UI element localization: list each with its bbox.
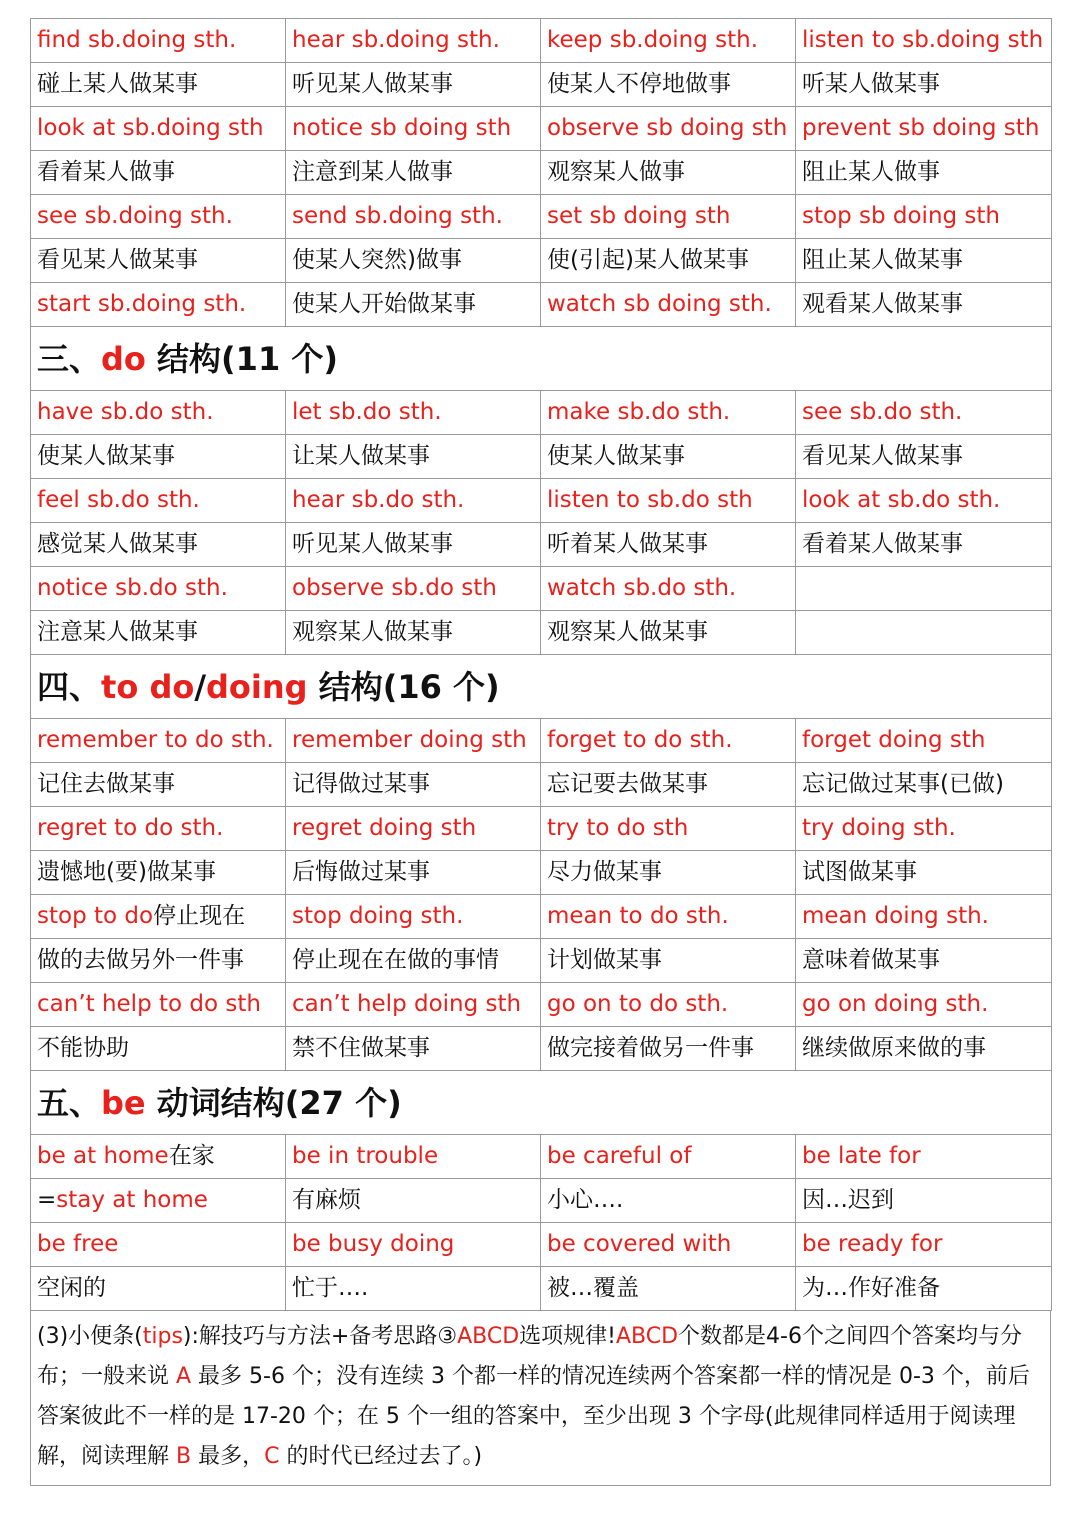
note-highlight: ABCD (615, 1324, 679, 1349)
section-title (31, 1071, 1052, 1135)
table-body-top (31, 19, 1052, 283)
meaning-cell: 看着某人做某事 (796, 523, 1052, 567)
section-heading-5 (31, 1071, 1052, 1135)
phrase-cell: be late for (796, 1135, 1052, 1179)
phrase-text: be at home (37, 1143, 169, 1169)
phrase-cell: keep sb.doing sth. (541, 19, 796, 63)
table-row (31, 763, 1052, 807)
meaning-cell: 使某人做某事 (31, 435, 286, 479)
table-row (31, 851, 1052, 895)
meaning-cell: 注意某人做某事 (31, 611, 286, 655)
meaning-cell: 听某人做某事 (796, 63, 1052, 107)
meaning-cell: 意味着做某事 (796, 939, 1052, 983)
section-keyword: be (101, 1083, 146, 1122)
table-body-section5 (31, 1223, 1052, 1311)
table-row (31, 895, 1052, 939)
table-row (31, 19, 1052, 63)
table-row (31, 719, 1052, 763)
phrase-cell: set sb doing sth (541, 195, 796, 239)
table-row (31, 195, 1052, 239)
section-heading-3 (31, 327, 1052, 391)
meaning-cell: 听见某人做某事 (286, 523, 541, 567)
phrase-cell: see sb.doing sth. (31, 195, 286, 239)
table-row (31, 523, 1052, 567)
meaning-cell: 让某人做某事 (286, 435, 541, 479)
phrase-cell: go on doing sth. (796, 983, 1052, 1027)
section-number: 三、 (37, 339, 102, 378)
phrase-cell: mean to do sth. (541, 895, 796, 939)
meaning-cell: 空闲的 (31, 1267, 286, 1311)
meaning-cell: 使(引起)某人做某事 (541, 239, 796, 283)
phrase-cell: hear sb.do sth. (286, 479, 541, 523)
meaning-cell: 因…迟到 (796, 1179, 1052, 1223)
meaning-cell: 阻止某人做某事 (796, 239, 1052, 283)
phrase-text: stop to do (37, 903, 154, 929)
phrase-cell: be covered with (541, 1223, 796, 1267)
section-slash: / (194, 667, 207, 706)
meaning-cell: 忙于…. (286, 1267, 541, 1311)
table-row (31, 807, 1052, 851)
section-number: 四、 (37, 667, 102, 706)
table-row (31, 391, 1052, 435)
phrase-cell: stop sb doing sth (796, 195, 1052, 239)
section-keyword: doing (206, 667, 308, 706)
phrase-cell: be careful of (541, 1135, 796, 1179)
phrase-cell: be busy doing (286, 1223, 541, 1267)
section-suffix: 结构(11 个) (157, 339, 338, 378)
meaning-cell: 使某人突然)做事 (286, 239, 541, 283)
meaning-cell: 听见某人做某事 (286, 63, 541, 107)
meaning-cell: 使某人开始做某事 (286, 283, 541, 327)
table-row (31, 939, 1052, 983)
phrase-cell: mean doing sth. (796, 895, 1052, 939)
phrase-cell: forget doing sth (796, 719, 1052, 763)
table-row (31, 611, 1052, 655)
section-title (31, 655, 1052, 719)
meaning-cell (796, 611, 1052, 655)
meaning-cell: 听着某人做某事 (541, 523, 796, 567)
phrase-cell: regret to do sth. (31, 807, 286, 851)
note-highlight: ABCD (457, 1324, 520, 1349)
meaning-cell: 继续做原来做的事 (796, 1027, 1052, 1071)
note-text: 最多， (191, 1444, 265, 1469)
meaning-cell: 观察某人做事 (541, 151, 796, 195)
table-row (31, 283, 1052, 327)
section-heading-4 (31, 655, 1052, 719)
meaning-cell: 不能协助 (31, 1027, 286, 1071)
meaning-cell: 停止现在在做的事情 (286, 939, 541, 983)
phrase-cell: regret doing sth (286, 807, 541, 851)
phrase-cell: watch sb doing sth. (541, 283, 796, 327)
meaning-cell: 有麻烦 (286, 1179, 541, 1223)
note-text: 个数都是4-6个之间四个答案均与分布；一般来说 (37, 1324, 1022, 1389)
phrase-cell: be free (31, 1223, 286, 1267)
phrase-cell: watch sb.do sth. (541, 567, 796, 611)
phrase-cell: feel sb.do sth. (31, 479, 286, 523)
note-highlight: C (264, 1444, 280, 1469)
phrase-cell: look at sb.doing sth (31, 107, 286, 151)
meaning-cell: 记得做过某事 (286, 763, 541, 807)
equals-sign: = (37, 1187, 57, 1213)
phrase-cell: stop doing sth. (286, 895, 541, 939)
table-row (31, 567, 1052, 611)
meaning-text: 停止现在 (153, 903, 246, 929)
phrase-cell: be in trouble (286, 1135, 541, 1179)
section-number: 五、 (37, 1083, 102, 1122)
meaning-cell: 做完接着做另一件事 (541, 1027, 796, 1071)
phrase-cell (31, 1135, 286, 1179)
note-highlight: B (176, 1444, 192, 1469)
phrase-cell: try to do sth (541, 807, 796, 851)
phrase-cell: look at sb.do sth. (796, 479, 1052, 523)
table-row (31, 479, 1052, 523)
phrase-text: stay at home (56, 1187, 208, 1213)
meaning-cell: 记住去做某事 (31, 763, 286, 807)
vocabulary-sheet (30, 18, 1051, 1486)
note-highlight: A (176, 1364, 192, 1389)
meaning-cell: 忘记要去做某事 (541, 763, 796, 807)
table-row (31, 63, 1052, 107)
meaning-cell: 使某人做某事 (541, 435, 796, 479)
phrase-cell: listen to sb.do sth (541, 479, 796, 523)
meaning-cell: 禁不住做某事 (286, 1027, 541, 1071)
meaning-cell: 尽力做某事 (541, 851, 796, 895)
phrase-cell: remember doing sth (286, 719, 541, 763)
note-text: 的时代已经过去了。) (279, 1444, 483, 1469)
section-keyword: to do (101, 667, 195, 706)
phrase-cell: hear sb.doing sth. (286, 19, 541, 63)
table-row (31, 239, 1052, 283)
phrase-cell (31, 895, 286, 939)
phrase-cell (796, 567, 1052, 611)
phrase-cell: observe sb.do sth (286, 567, 541, 611)
table-row (31, 151, 1052, 195)
meaning-cell: 遗憾地(要)做某事 (31, 851, 286, 895)
meaning-cell: 使某人不停地做事 (541, 63, 796, 107)
phrase-cell: listen to sb.doing sth (796, 19, 1052, 63)
meaning-cell: 观察某人做某事 (541, 611, 796, 655)
phrase-cell: remember to do sth. (31, 719, 286, 763)
phrase-cell: can’t help to do sth (31, 983, 286, 1027)
phrase-cell: can’t help doing sth (286, 983, 541, 1027)
phrase-cell: find sb.doing sth. (31, 19, 286, 63)
tips-note (30, 1311, 1051, 1486)
section-suffix: 结构(16 个) (318, 667, 500, 706)
phrase-cell: be ready for (796, 1223, 1052, 1267)
phrase-table (30, 18, 1052, 1311)
section-suffix: 动词结构(27 个) (156, 1083, 402, 1122)
meaning-cell: 阻止某人做事 (796, 151, 1052, 195)
table-row (31, 1135, 1052, 1179)
phrase-cell: start sb.doing sth. (31, 283, 286, 327)
table-row (31, 1223, 1052, 1267)
table-row (31, 1179, 1052, 1223)
meaning-cell: 忘记做过某事(已做) (796, 763, 1052, 807)
phrase-cell: go on to do sth. (541, 983, 796, 1027)
table-body-section4b (31, 939, 1052, 1071)
section-title (31, 327, 1052, 391)
phrase-cell: forget to do sth. (541, 719, 796, 763)
table-body-section3 (31, 391, 1052, 655)
meaning-cell: 看见某人做某事 (796, 435, 1052, 479)
phrase-cell: have sb.do sth. (31, 391, 286, 435)
meaning-cell: 注意到某人做事 (286, 151, 541, 195)
phrase-cell (31, 1179, 286, 1223)
meaning-cell: 做的去做另外一件事 (31, 939, 286, 983)
note-text: (3)小便条( (37, 1324, 143, 1349)
table-row (31, 1267, 1052, 1311)
phrase-cell: send sb.doing sth. (286, 195, 541, 239)
meaning-cell: 看着某人做事 (31, 151, 286, 195)
phrase-cell: see sb.do sth. (796, 391, 1052, 435)
phrase-cell: prevent sb doing sth (796, 107, 1052, 151)
table-row (31, 1027, 1052, 1071)
meaning-cell: 观看某人做某事 (796, 283, 1052, 327)
table-row (31, 435, 1052, 479)
meaning-cell: 碰上某人做某事 (31, 63, 286, 107)
phrase-cell: try doing sth. (796, 807, 1052, 851)
meaning-cell: 后悔做过某事 (286, 851, 541, 895)
note-highlight: tips (142, 1324, 183, 1349)
meaning-cell: 计划做某事 (541, 939, 796, 983)
meaning-cell: 被…覆盖 (541, 1267, 796, 1311)
phrase-cell: observe sb doing sth (541, 107, 796, 151)
phrase-cell: let sb.do sth. (286, 391, 541, 435)
note-text: ):解技巧与方法+备考思路③ (182, 1324, 458, 1349)
meaning-text: 在家 (168, 1143, 215, 1169)
meaning-cell: 看见某人做某事 (31, 239, 286, 283)
table-row (31, 107, 1052, 151)
table-row (31, 983, 1052, 1027)
note-text: 最多 5-6 个；没有连续 3 个都一样的情况连续两个答案都一样的情况是 0-3 个，前后答案彼此不一样的是 17-20 个；在 5 个一组的答案中，至少出现 3 个字母(此规律同样适用于阅读理解，阅读理解 (37, 1364, 1030, 1469)
meaning-cell: 小心…. (541, 1179, 796, 1223)
phrase-cell: notice sb.do sth. (31, 567, 286, 611)
phrase-cell: make sb.do sth. (541, 391, 796, 435)
meaning-cell: 感觉某人做某事 (31, 523, 286, 567)
note-text: 选项规律! (519, 1324, 616, 1349)
meaning-cell: 试图做某事 (796, 851, 1052, 895)
section-keyword: do (101, 339, 146, 378)
table-body-section4 (31, 719, 1052, 895)
phrase-cell: notice sb doing sth (286, 107, 541, 151)
meaning-cell: 观察某人做某事 (286, 611, 541, 655)
meaning-cell: 为…作好准备 (796, 1267, 1052, 1311)
